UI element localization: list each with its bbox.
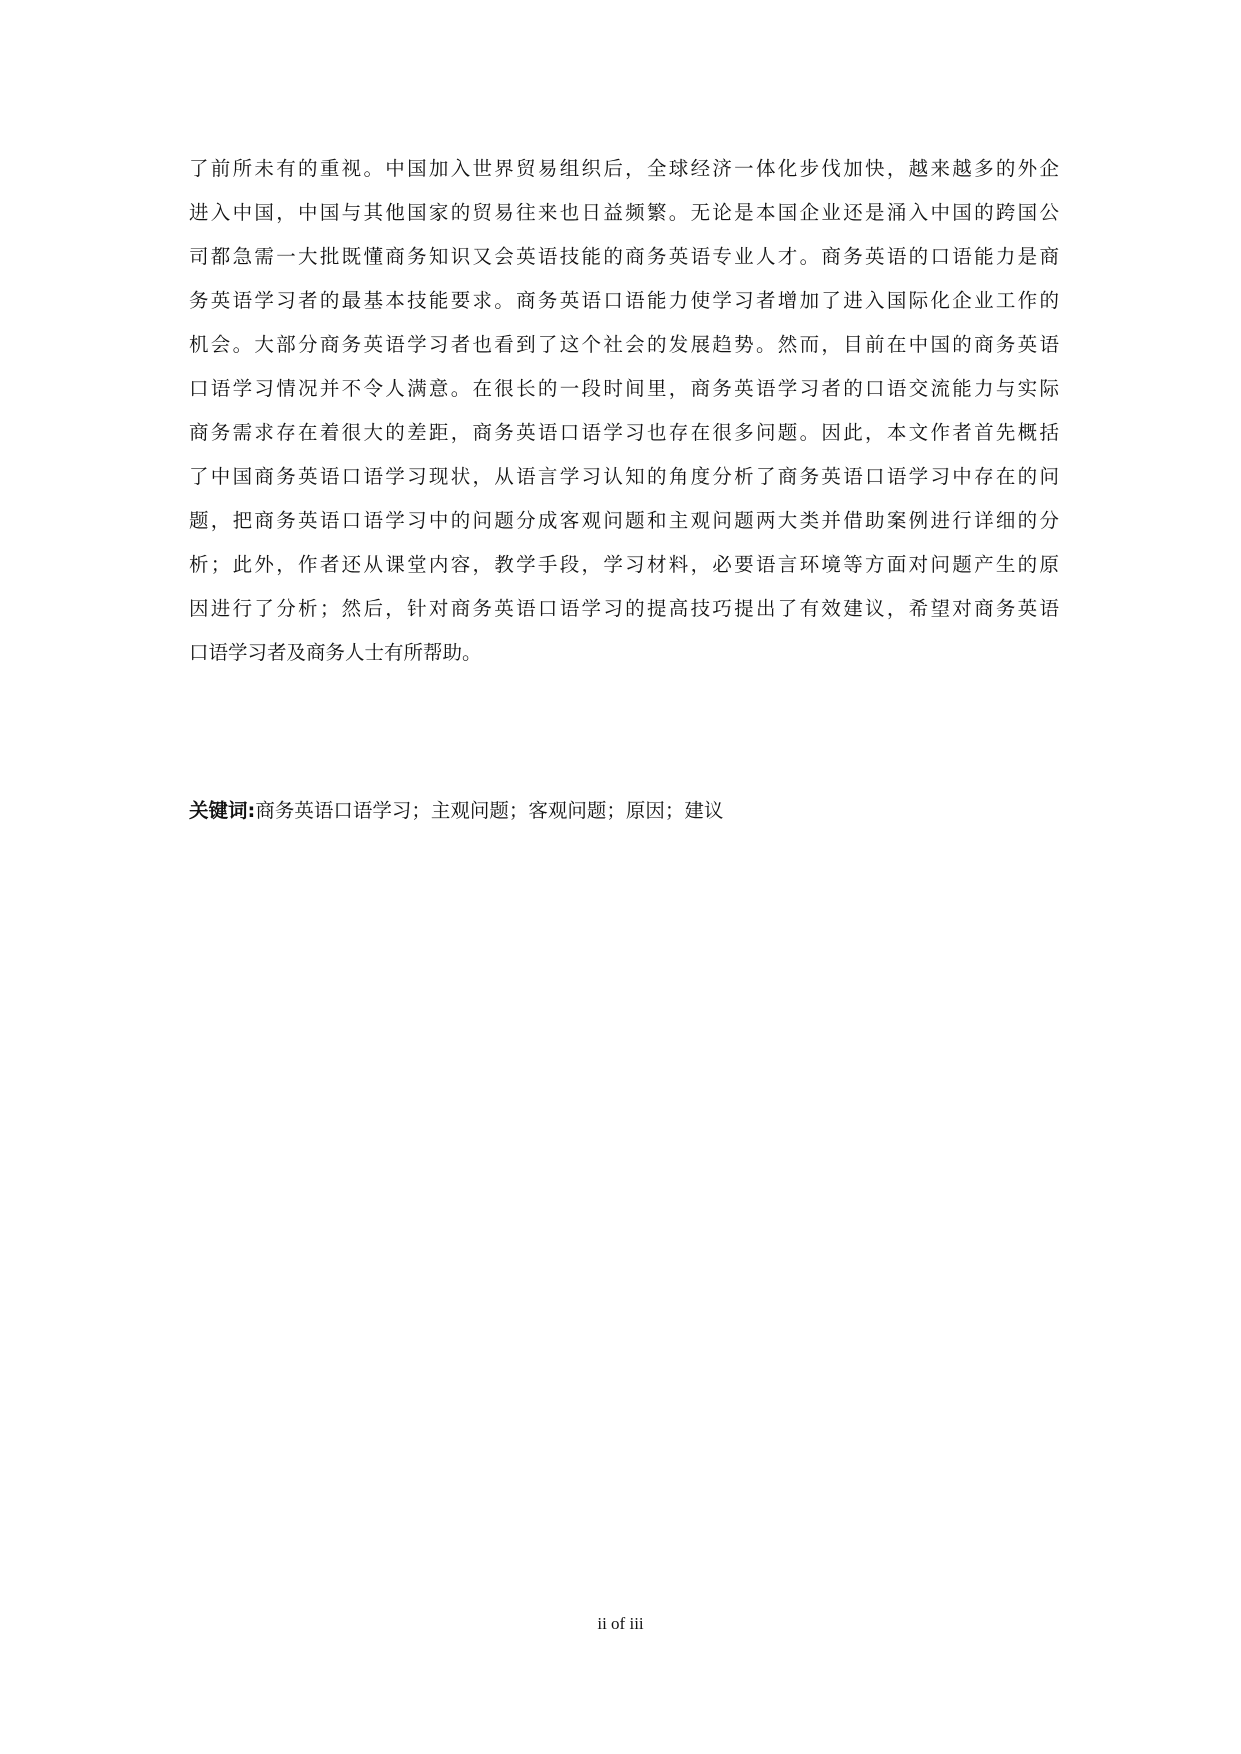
keywords-label: 关键词: bbox=[189, 799, 256, 822]
abstract-line: 商务需求存在着很大的差距，商务英语口语学习也存在很多问题。因此，本文作者首先概括 bbox=[189, 421, 1059, 444]
abstract-line: 析；此外，作者还从课堂内容，教学手段，学习材料，必要语言环境等方面对问题产生的原 bbox=[189, 553, 1059, 576]
abstract-line: 因进行了分析；然后，针对商务英语口语学习的提高技巧提出了有效建议，希望对商务英语 bbox=[189, 597, 1059, 620]
abstract-line: 口语学习者及商务人士有所帮助。 bbox=[189, 641, 482, 664]
abstract-line: 进入中国，中国与其他国家的贸易往来也日益频繁。无论是本国企业还是涌入中国的跨国公 bbox=[189, 201, 1059, 224]
abstract-line: 题，把商务英语口语学习中的问题分成客观问题和主观问题两大类并借助案例进行详细的分 bbox=[189, 509, 1059, 532]
abstract-line: 司都急需一大批既懂商务知识又会英语技能的商务英语专业人才。商务英语的口语能力是商 bbox=[189, 245, 1059, 268]
abstract-line: 务英语学习者的最基本技能要求。商务英语口语能力使学习者增加了进入国际化企业工作的 bbox=[189, 289, 1059, 312]
abstract-line: 口语学习情况并不令人满意。在很长的一段时间里，商务英语学习者的口语交流能力与实际 bbox=[189, 377, 1059, 400]
keywords bbox=[189, 795, 723, 827]
abstract-line: 机会。大部分商务英语学习者也看到了这个社会的发展趋势。然而，目前在中国的商务英语 bbox=[189, 333, 1059, 356]
abstract-line: 了中国商务英语口语学习现状，从语言学习认知的角度分析了商务英语口语学习中存在的问 bbox=[189, 465, 1059, 488]
keywords-text: 商务英语口语学习；主观问题；客观问题；原因；建议 bbox=[255, 799, 724, 822]
page-number: ii of iii bbox=[597, 1614, 644, 1633]
abstract-line: 了前所未有的重视。中国加入世界贸易组织后，全球经济一体化步伐加快，越来越多的外企 bbox=[189, 157, 1059, 180]
